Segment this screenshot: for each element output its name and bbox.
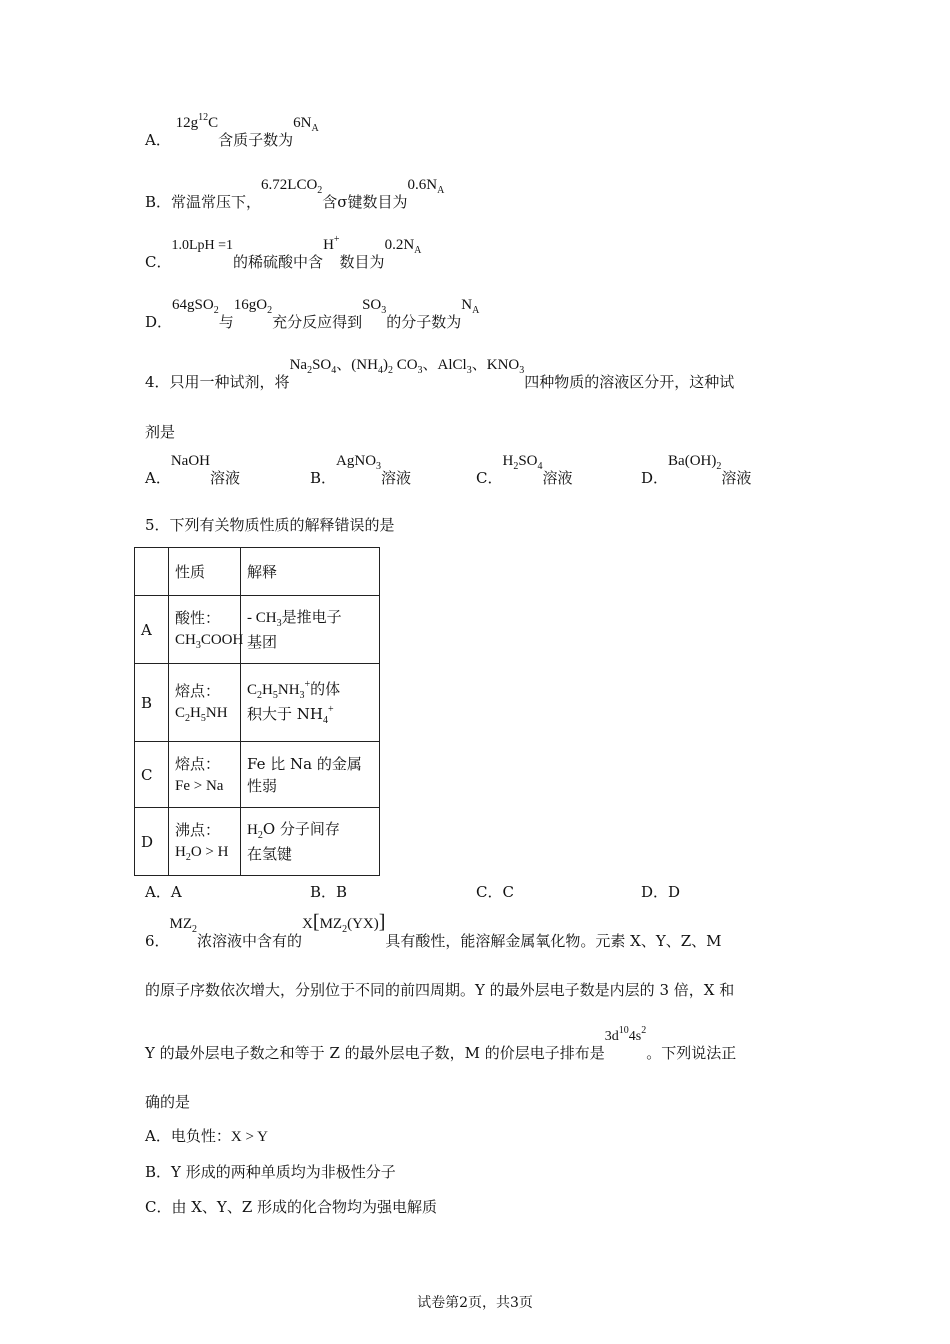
q4-option-b: B．AgNO$_3$溶液 [310, 453, 412, 487]
table-cell-prop: 熔点： $C_2H_5NH$ [169, 664, 241, 742]
q5-table [134, 547, 380, 876]
q6-option-b: B．Y 形成的两种单质均为非极性分子 [145, 1163, 396, 1181]
table-row [135, 808, 380, 876]
table-cell-key: A [135, 596, 169, 664]
table-cell-key: D [135, 808, 169, 876]
q6-option-c: C．由 X、Y、Z 形成的化合物均为强电解质 [145, 1198, 438, 1216]
q3-option-c: C．1.0LpH =1的稀硫酸中含H+数目为$0.2N_A$ [145, 234, 422, 271]
q4-stem-line1: 4．只用一种试剂，将$Na_2SO_4$、$(NH_4)_2$ $CO_3$、AlCl$_3$、$KNO_3$四种物质的溶液区分开，这种试 [145, 357, 735, 391]
q6-stem-line2: 的原子序数依次增大，分别位于不同的前四周期。Y 的最外层电子数是内层的 3 倍，X 和 [145, 981, 735, 999]
table-cell-exp: - $CH_3$是推电子 基团 [241, 596, 380, 664]
q5-stem: 5．下列有关物质性质的解释错误的是 [145, 516, 395, 534]
q5-option-d: D．D [641, 883, 681, 901]
q3-option-b: B．常温常压下，$6.72LCO_2$含σ键数目为$0.6N_A$ [145, 177, 445, 211]
page-footer: 试卷第2页，共3页 [417, 1295, 533, 1311]
table-header-cell: 解释 [241, 548, 380, 596]
table-cell-prop: 沸点： $H_2O > H$ [169, 808, 241, 876]
table-cell-prop: 酸性： $CH_3COOH$ [169, 596, 241, 664]
q4-option-d: D．$Ba(OH)_2$溶液 [641, 453, 752, 487]
q3-option-d: D．64gSO$_2$与$16gO_2$充分反应得到$SO_3$的分子数为$N_A$ [145, 297, 480, 331]
q6-stem-line1: 6．$MZ_2$浓溶液中含有的$X[MZ_2(YX)]$具有酸性，能溶解金属氧化物。元素 X、Y、Z、M [145, 911, 722, 950]
table-cell-key: C [135, 742, 169, 808]
table-cell-exp: $C_2H_5NH_3^+$的体 积大于 $NH_4^+$ [241, 664, 380, 742]
q5-option-a: A．A [145, 883, 182, 901]
table-cell-key: B [135, 664, 169, 742]
table-cell-prop: 熔点： Fe > Na [169, 742, 241, 808]
q3-option-a: A． $12g^{12}C$含质子数为$6N_A$ [145, 112, 319, 149]
table-header-cell: 性质 [169, 548, 241, 596]
table-header-row [135, 548, 380, 596]
q6-stem-line3: Y 的最外层电子数之和等于 Z 的最外层电子数，M 的价层电子排布是$3d^{10}4s^2$。下列说法正 [145, 1025, 737, 1062]
q5-option-b: B．B [310, 883, 348, 901]
table-cell-exp: $H_2O$ 分子间存 在氢键 [241, 808, 380, 876]
table-cell-exp: Fe 比 Na 的金属 性弱 [241, 742, 380, 808]
q4-option-a: A．NaOH溶液 [145, 453, 241, 487]
q4-option-c: C．$H_2SO_4$溶液 [476, 453, 573, 487]
table-row [135, 596, 380, 664]
q6-stem-line4: 确的是 [145, 1093, 191, 1111]
q5-option-c: C．C [476, 883, 514, 901]
table-header-cell [135, 548, 169, 596]
table-row [135, 742, 380, 808]
q4-stem-line2: 剂是 [145, 423, 176, 441]
table-row [135, 664, 380, 742]
q6-option-a: A．电负性：X > Y [145, 1127, 268, 1145]
